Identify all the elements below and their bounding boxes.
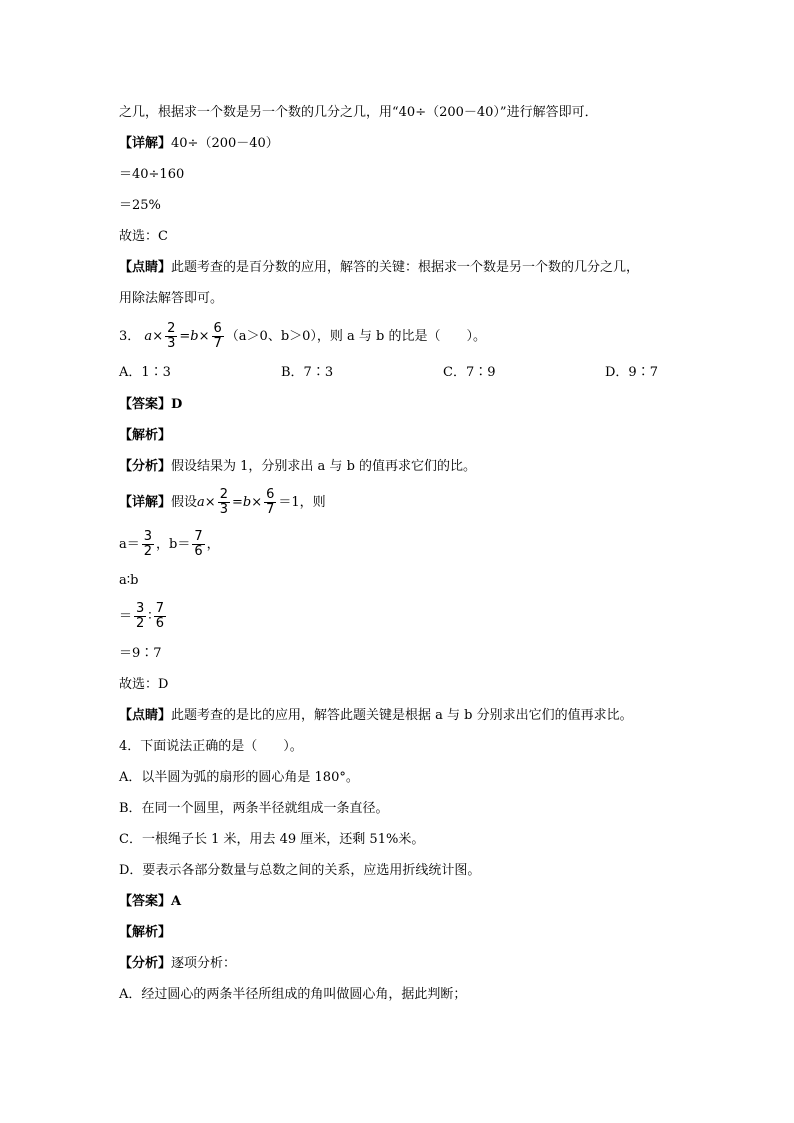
text: （a＞0、b＞0），则 a 与 b 的比是（ ）。 [225,329,487,344]
fraction [192,530,204,559]
text: ＝1，则 [278,495,326,510]
text-line [119,707,633,725]
numerator: 6 [266,487,275,502]
text-line [119,488,326,517]
text-line [119,924,171,942]
text-line [119,197,161,215]
text-line [119,228,168,246]
fraction [142,530,154,559]
answer-label: 【答案】A [119,894,182,909]
denominator: 3 [219,502,228,517]
answer-label: 【答案】D [119,397,183,412]
text-line [119,396,182,414]
times-sign: × [204,495,216,510]
fraction [154,602,166,631]
analysis-label: 【解析】 [119,428,172,443]
text-line [119,602,168,631]
variable-a: a [144,329,153,344]
text-line [119,862,480,880]
colon: ∶ [148,609,152,624]
text-line [119,572,138,590]
variable-b: b [190,329,199,344]
text: a∶b [119,573,139,588]
text-line [119,893,181,911]
equals-sign: = [179,329,191,344]
text-line [119,135,279,153]
denominator: 2 [143,544,153,559]
text-line [119,955,236,973]
label-analysis: 【分析】 [119,956,172,971]
label-detail: 【详解】 [119,136,172,151]
question-number: 3． [119,329,141,344]
question-3 [119,322,486,351]
analysis-label: 【解析】 [119,925,172,940]
option-d: D．要表示各部分数量与总数之间的关系，应选用折线统计图。 [119,863,481,878]
text: 此题考查的是比的应用，解答此题关键是根据 a 与 b 分别求出它们的值再求比。 [171,708,633,723]
times-sign: × [152,329,164,344]
variable-b: b [242,495,252,510]
text-line [119,800,389,818]
numerator: 3 [143,529,153,544]
text: 此题考查的是百分数的应用，解答的关键：根据求一个数是另一个数的几分之几， [171,260,640,275]
text-line [119,290,223,308]
text: ＝9∶7 [119,646,162,661]
numerator: 2 [167,321,176,336]
fraction [212,322,224,351]
text-line [119,676,168,694]
text: ，b＝ [156,537,191,552]
text-line [119,427,171,445]
fraction [134,602,146,631]
text: 假设 [171,495,198,510]
label-detail: 【详解】 [119,495,172,510]
text: A．经过圆心的两条半径所组成的角叫做圆心角，据此判断； [119,987,467,1002]
text: 4．下面说法正确的是（ ）。 [119,739,303,754]
denominator: 6 [155,616,164,631]
option-a: A．以半圆为弧的扇形的圆心角是 180°。 [119,770,359,785]
text-line [119,259,639,277]
text-line [119,831,424,849]
text-line [119,458,476,476]
option-b: B．在同一个圆里，两条半径就组成一条直径。 [119,801,389,816]
text-line [119,645,162,663]
text-line [119,104,598,122]
numerator: 7 [155,601,164,616]
text: 逐项分析： [171,956,237,971]
text: ， [206,537,220,552]
text-line [119,166,184,184]
label-tip: 【点睛】 [119,708,172,723]
label-analysis: 【分析】 [119,459,172,474]
option-b: B．7∶3 [281,365,334,380]
fraction [218,488,230,517]
text: 用除法解答即可。 [119,291,224,306]
text: a＝ [119,537,140,552]
label-tip: 【点睛】 [119,260,172,275]
text: 假设结果为 1，分别求出 a 与 b 的值再求它们的比。 [171,459,477,474]
text-line [119,769,359,787]
variable-a: a [197,495,205,510]
numerator: 2 [219,487,228,502]
text: 故选：D [119,677,169,692]
text: 之几，根据求一个数是另一个数的几分之几，用“40÷（200－40）”进行解答即可． [119,105,598,120]
option-a: A．1∶3 [119,365,171,380]
denominator: 7 [266,502,275,517]
option-c: C．7∶9 [443,365,496,380]
option-c: C．一根绳子长 1 米，用去 49 厘米，还剩 51%米。 [119,832,425,847]
times-sign: × [251,495,263,510]
equals-sign: ＝ [119,609,133,624]
denominator: 7 [213,336,222,351]
denominator: 2 [136,616,145,631]
text-line [119,530,220,559]
text: ＝40÷160 [119,167,185,182]
equals-sign: = [231,495,243,510]
text: ＝25% [119,198,161,213]
numerator: 3 [136,601,145,616]
denominator: 6 [194,544,203,559]
numerator: 7 [194,529,203,544]
question-4 [119,738,303,756]
denominator: 3 [167,336,176,351]
times-sign: × [198,329,210,344]
text: 40÷（200－40） [171,136,279,151]
fraction [264,488,276,517]
fraction [165,322,177,351]
numerator: 6 [213,321,222,336]
text: 故选：C [119,229,168,244]
option-d: D．9∶7 [605,365,658,380]
text-line [119,986,466,1004]
